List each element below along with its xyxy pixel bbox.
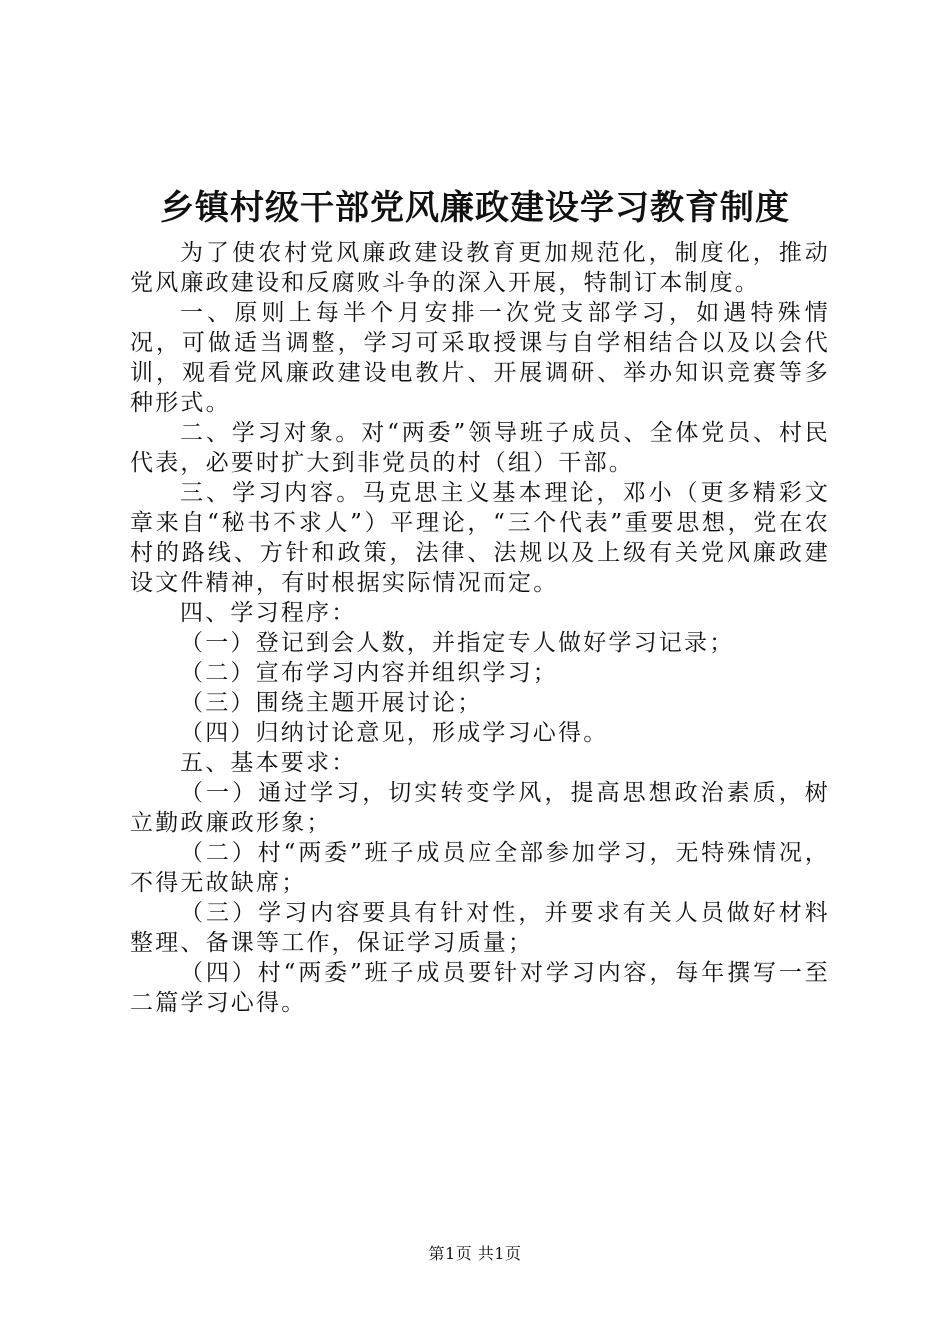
- intro-paragraph: 为了使农村党风廉政建设教育更加规范化，制度化，推动党风廉政建设和反腐败斗争的深入开展，特制订本制度。: [130, 240, 830, 296]
- section-4-heading: 四、学习程序：: [180, 600, 357, 626]
- procedure-item-1: （一）登记到会人数，并指定专人做好学习记录；: [180, 630, 735, 656]
- section-3-content: 三、学习内容。马克思主义基本理论，邓小（更多精彩文章来自“秘书不求人”）平理论，“三个代表”重要思想，党在农村的路线、方针和政策，法律、法规以及上级有关党风廉政建设文件精神，有时根据实际情况而定。: [130, 480, 830, 596]
- procedure-item-2: （二）宣布学习内容并组织学习；: [180, 660, 558, 686]
- requirement-item-2: （二）村“两委”班子成员应全部参加学习，无特殊情况，不得无故缺席；: [130, 840, 830, 896]
- document-title: 乡镇村级干部党风廉政建设学习教育制度: [160, 188, 790, 228]
- page-footer: 第1页 共1页: [428, 1244, 522, 1263]
- section-5-heading: 五、基本要求：: [180, 750, 357, 776]
- requirement-item-1: （一）通过学习，切实转变学风，提高思想政治素质，树立勤政廉政形象；: [130, 780, 830, 836]
- document-body: [130, 238, 830, 1018]
- procedure-item-3: （三）围绕主题开展讨论；: [180, 690, 483, 716]
- section-2-audience: 二、学习对象。对“两委”领导班子成员、全体党员、村民代表，必要时扩大到非党员的村（组）干部。: [130, 420, 830, 476]
- procedure-item-4: （四）归纳讨论意见，形成学习心得。: [180, 720, 609, 746]
- section-1-principle: 一、原则上每半个月安排一次党支部学习，如遇特殊情况，可做适当调整，学习可采取授课与自学相结合以及以会代训，观看党风廉政建设电教片、开展调研、举办知识竞赛等多种形式。: [130, 300, 830, 416]
- requirement-item-4: （四）村“两委”班子成员要针对学习内容，每年撰写一至二篇学习心得。: [130, 960, 830, 1016]
- requirement-item-3: （三）学习内容要具有针对性，并要求有关人员做好材料整理、备课等工作，保证学习质量；: [130, 900, 830, 956]
